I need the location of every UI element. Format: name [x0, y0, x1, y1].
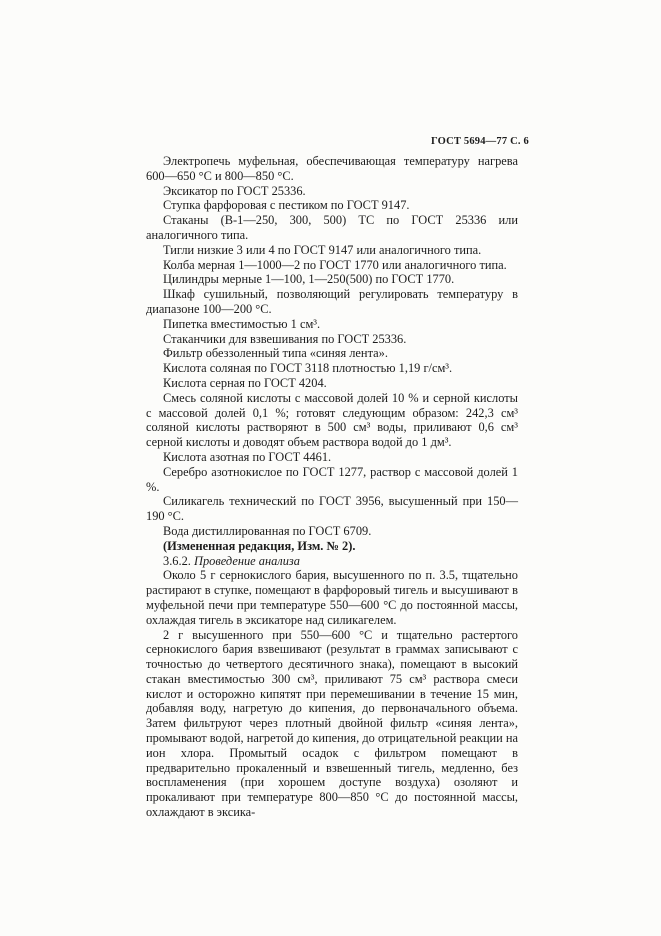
paragraph: Шкаф сушильный, позволяющий регулировать температуру в диапазоне 100—200 °С.: [146, 287, 518, 316]
paragraph: Смесь соляной кислоты с массовой долей 10 % и серной кислоты с массовой долей 0,1 %; готовят следующим образом: 242,3 см³ соляной кислоты растворяют в 500 см³ воды, приливают 0,6 см³ серной кислоты и доводят объем раствора водой до 1 дм³.: [146, 390, 518, 450]
paragraph: (Измененная редакция, Изм. № 2).: [163, 538, 356, 553]
paragraph: Ступка фарфоровая с пестиком по ГОСТ 9147.: [163, 198, 410, 213]
section-title: Проведение анализа: [194, 553, 300, 568]
paragraph: Стаканчики для взвешивания по ГОСТ 25336.: [163, 331, 407, 346]
paragraph: Колба мерная 1—1000—2 по ГОСТ 1770 или аналогичного типа.: [163, 257, 507, 272]
paragraph: Цилиндры мерные 1—100, 1—250(500) по ГОСТ 1770.: [163, 272, 455, 287]
page-header: ГОСТ 5694—77 С. 6: [430, 136, 529, 147]
paragraph: Кислота азотная по ГОСТ 4461.: [163, 449, 332, 464]
paragraph: Вода дистиллированная по ГОСТ 6709.: [163, 523, 372, 538]
paragraph: Стаканы (В-1—250, 300, 500) ТС по ГОСТ 25336 или аналогичного типа.: [146, 213, 518, 242]
paragraph: Силикагель технический по ГОСТ 3956, высушенный при 150—190 °С.: [146, 494, 518, 524]
paragraph: Тигли низкие 3 или 4 по ГОСТ 9147 или аналогичного типа.: [163, 242, 482, 257]
paragraph: Электропечь муфельная, обеспечивающая температуру нагрева 600—650 °С и 800—850 °С.: [146, 154, 518, 183]
paragraph: Кислота серная по ГОСТ 4204.: [163, 375, 327, 390]
paragraph: Кислота соляная по ГОСТ 3118 плотностью 1,19 г/см³.: [163, 361, 453, 376]
document-body: [146, 154, 518, 820]
paragraph: 2 г высушенного при 550—600 °С и тщательно растертого сернокислого бария взвешивают (результат в граммах записывают с точностью до четвертого десятичного знака), помещают в высокий стакан вместимостью 300 см³, приливают 75 см³ раствора смеси кислот и осторожно кипятят при перемешивании в течение 15 мин, добавляя воду, нагретую до кипения, до первоначального объема. Затем фильтруют через плотный двойной фильтр «синяя лента», промывают водой, нагретой до кипения, до отрицательной реакции на ион хлора. Промытый осадок с фильтром помещают в предварительно прокаленный и взвешенный тигель, медленно, без воспламенения (при хорошем доступе воздуха) озоляют и прокаливают при температуре 800—850 °С до постоянной массы, охлаждают в эксика-: [146, 627, 518, 820]
paragraph: Фильтр обеззоленный типа «синяя лента».: [163, 346, 388, 361]
paragraph: Эксикатор по ГОСТ 25336.: [163, 183, 306, 198]
section-number: 3.6.2.: [163, 553, 191, 568]
paragraph: Около 5 г сернокислого бария, высушенного по п. 3.5, тщательно растирают в ступке, помещают в фарфоровый тигель и высушивают в муфельной печи при температуре 550—600 °С до постоянной массы, охлаждая тигель в эксикаторе над силикагелем.: [146, 568, 518, 627]
paragraph: Серебро азотнокислое по ГОСТ 1277, раствор с массовой долей 1 %.: [146, 464, 518, 494]
paragraph: [146, 554, 518, 569]
paragraph: Пипетка вместимостью 1 см³.: [163, 316, 321, 331]
